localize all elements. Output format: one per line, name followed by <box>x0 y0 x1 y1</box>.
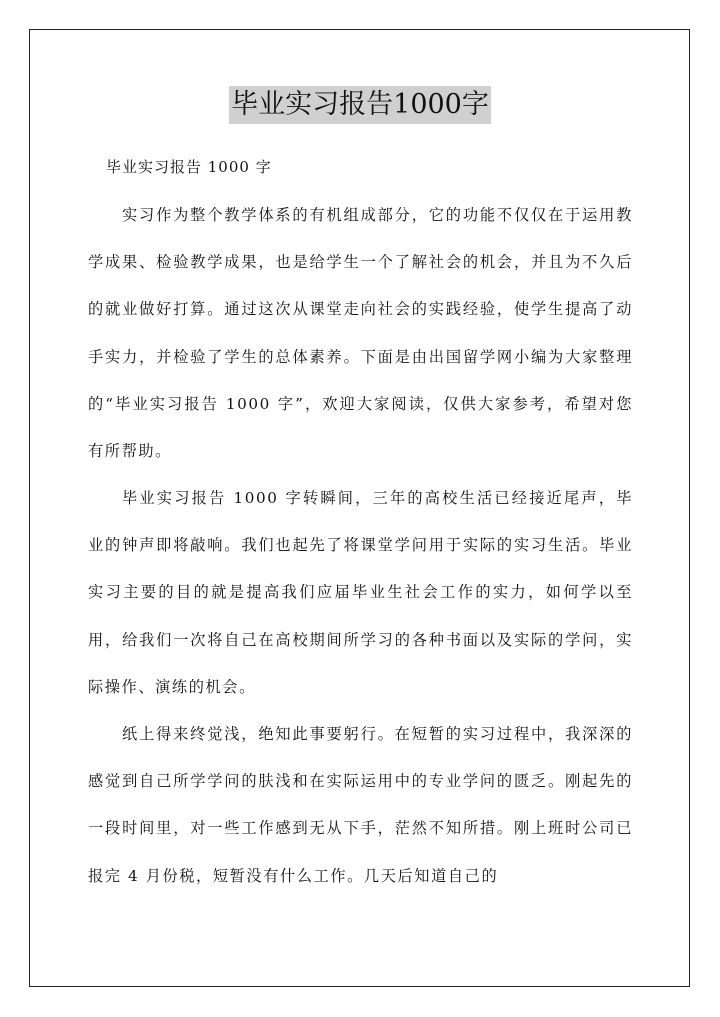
title-wrap <box>0 86 720 124</box>
document-title: 毕业实习报告1000字 <box>229 86 491 124</box>
paragraph-1: 实习作为整个教学体系的有机组成部分，它的功能不仅仅在于运用教学成果、检验教学成果，也是给学生一个了解社会的机会，并且为不久后的就业做好打算。通过这次从课堂走向社会的实践经验，使学生提高了动手实力，并检验了学生的总体素养。下面是由出国留学网小编为大家整理的“毕业实习报告 1000 字”，欢迎大家阅读，仅供大家参考，希望对您有所帮助。 <box>88 206 633 461</box>
paragraph-2: 毕业实习报告 1000 字转瞬间，三年的高校生活已经接近尾声，毕业的钟声即将敲响。我们也起先了将课堂学问用于实际的实习生活。毕业实习主要的目的就是提高我们应届毕业生社会工作的实力，如何学以至用，给我们一次将自己在高校期间所学习的各种书面以及实际的学问，实际操作、演练的机会。 <box>88 489 633 696</box>
paragraph-3: 纸上得来终觉浅，绝知此事要躬行。在短暂的实习过程中，我深深的感觉到自己所学学问的肤浅和在实际运用中的专业学问的匮乏。刚起先的一段时间里，对一些工作感到无从下手，茫然不知所措。刚上班时公司已报完 4 月份税，短暂没有什么工作。几天后知道自己的 <box>88 725 633 885</box>
document-subtitle: 毕业实习报告 1000 字 <box>106 158 272 176</box>
